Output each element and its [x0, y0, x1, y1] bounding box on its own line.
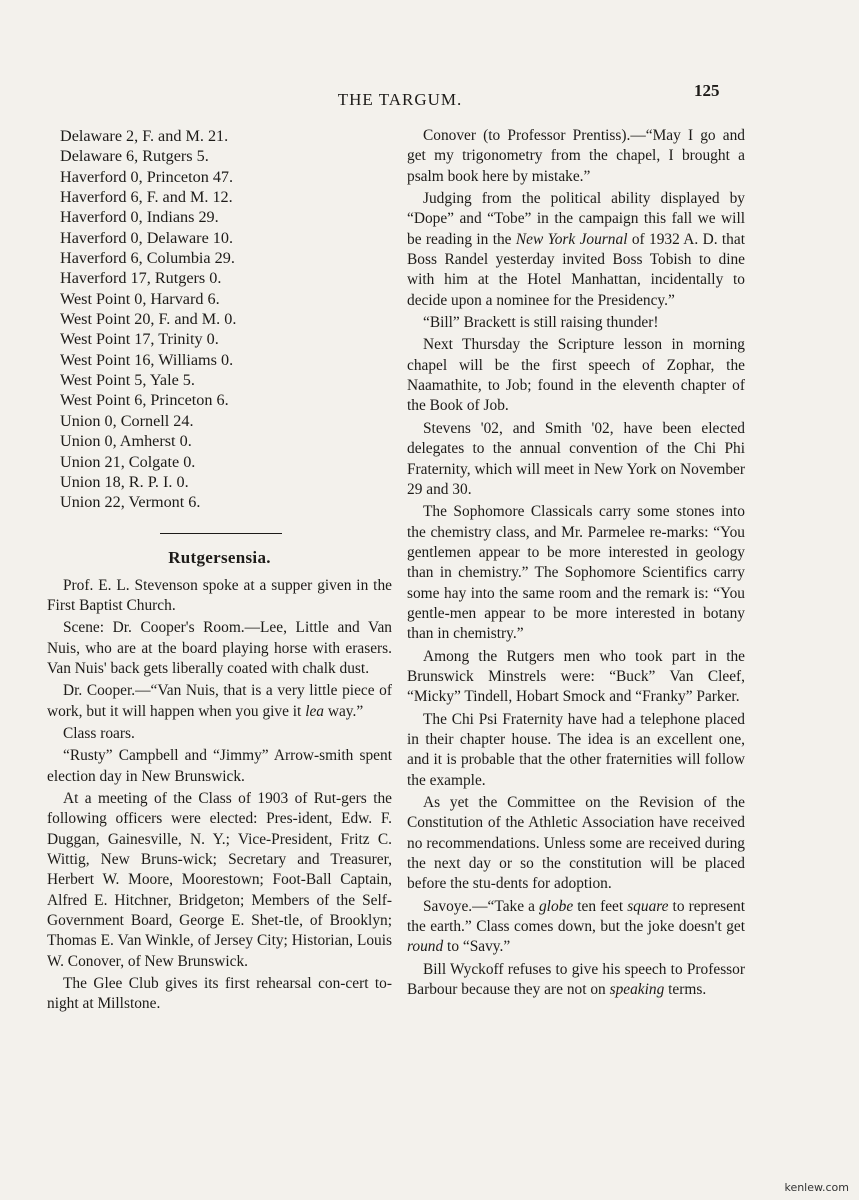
section-title: Rutgersensia.	[168, 547, 271, 567]
paragraph: “Rusty” Campbell and “Jimmy” Arrow-smith spent election day in New Brunswick.	[47, 747, 392, 785]
running-head: THE TARGUM.	[337, 90, 463, 109]
paragraph: The Sophomore Classicals carry some stones into the chemistry class, and Mr. Parmelee re-marks: “You gentlemen appear to be more interested in geology than in chemistry.” The Sophomore Scientifics carry some hay into the same room and the remark is: “You gentle-men appear to be more interested in botany than in chemistry.”	[407, 503, 745, 643]
right-column	[407, 126, 745, 1002]
score-line: West Point 5, Yale 5.	[60, 371, 195, 390]
score-line: Haverford 0, Delaware 10.	[60, 228, 234, 247]
paragraph: As yet the Committee on the Revision of the Constitution of the Athletic Association have received no recommendations. Unless some are received during the next day or so the constitution will be placed before the stu-dents for adoption.	[407, 794, 745, 893]
score-line: Delaware 2, F. and M. 21.	[60, 127, 229, 145]
left-column	[47, 126, 392, 1017]
page-number: 125	[694, 81, 720, 100]
score-line: West Point 6, Princeton 6.	[60, 391, 229, 410]
score-line: West Point 17, Trinity 0.	[60, 330, 219, 349]
paragraph: Prof. E. L. Stevenson spoke at a supper given in the First Baptist Church.	[47, 576, 392, 614]
paragraph: The Glee Club gives its first rehearsal con-cert to-night at Millstone.	[47, 975, 392, 1013]
score-line: Union 0, Cornell 24.	[60, 411, 194, 430]
score-line: West Point 16, Williams 0.	[60, 350, 234, 369]
paragraph: Stevens '02, and Smith '02, have been elected delegates to the annual convention of the Chi Phi Fraternity, which will meet in New York on November 29 and 30.	[407, 419, 745, 498]
paragraph: Among the Rutgers men who took part in the Brunswick Minstrels were: “Buck” Van Cleef, “Micky” Tindell, Hobart Smock and “Franky” Parker.	[407, 647, 745, 706]
score-line: Haverford 6, F. and M. 12.	[60, 188, 233, 207]
paragraph: Next Thursday the Scripture lesson in morning chapel will be the first speech of Zophar, the Naamathite, to Job; found in the eleventh chapter of the Book of Job.	[407, 336, 745, 415]
score-line: Haverford 17, Rutgers 0.	[60, 269, 222, 288]
score-line: Haverford 0, Princeton 47.	[60, 167, 234, 186]
paragraph: Bill Wyckoff refuses to give his speech to Professor Barbour because they are not on speaking terms.	[407, 960, 745, 999]
paragraph: At a meeting of the Class of 1903 of Rut-gers the following officers were elected: Pres-ident, Edw. F. Duggan, Gainesville, N. Y.; Vice-President, Fritz C. Wittig, New Bruns-wick; Secretary and Treasurer, Herbert W. Moore, Moorestown; Foot-Ball Captain, Alfred E. Hitchner, Bridgeton; Members of the Self-Government Board, George E. Shet-tle, of Brooklyn; Thomas E. Van Winkle, of Jersey City; Historian, Louis W. Conover, of New Brunswick.	[47, 789, 392, 970]
paragraph: Judging from the political ability displayed by “Dope” and “Tobe” in the campaign this fall we will be reading in the New York Journal of 1932 A. D. that Boss Randel yesterday invited Boss Tobish to dine with him at the Hotel Manhattan, incidentally to decide upon a nominee for the Presidency.”	[407, 190, 745, 309]
score-line: Haverford 6, Columbia 29.	[60, 249, 235, 268]
paragraph: Dr. Cooper.—“Van Nuis, that is a very little piece of work, but it will happen when you give it lea way.”	[47, 682, 392, 720]
paragraph: Scene: Dr. Cooper's Room.—Lee, Little and Van Nuis, who are at the board playing horse with erasers. Van Nuis' back gets liberally coated with chalk dust.	[47, 619, 392, 677]
score-line: Union 21, Colgate 0.	[60, 452, 196, 471]
paragraph: Conover (to Professor Prentiss).—“May I go and get my trigonometry from the chapel, I brought a psalm book here by mistake.”	[407, 127, 745, 185]
paragraph: Class roars.	[63, 724, 135, 742]
watermark: kenlew.com	[784, 1181, 849, 1194]
paragraph: The Chi Psi Fraternity have had a telephone placed in their chapter house. The idea is an excellent one, and it is probable that the other fraternities will follow the example.	[407, 710, 745, 789]
section-divider	[160, 533, 282, 534]
score-line: West Point 0, Harvard 6.	[60, 289, 220, 308]
score-line: Union 0, Amherst 0.	[60, 432, 192, 451]
paragraph: Savoye.—“Take a globe ten feet square to represent the earth.” Class comes down, but the joke doesn't get round to “Savy.”	[407, 897, 745, 956]
score-list	[47, 126, 392, 513]
score-line: Haverford 0, Indians 29.	[60, 208, 219, 227]
score-line: Union 22, Vermont 6.	[60, 493, 201, 512]
score-line: Delaware 6, Rutgers 5.	[60, 147, 209, 166]
score-line: West Point 20, F. and M. 0.	[60, 310, 237, 329]
paragraph: “Bill” Brackett is still raising thunder!	[423, 314, 659, 332]
score-line: Union 18, R. P. I. 0.	[60, 472, 189, 491]
